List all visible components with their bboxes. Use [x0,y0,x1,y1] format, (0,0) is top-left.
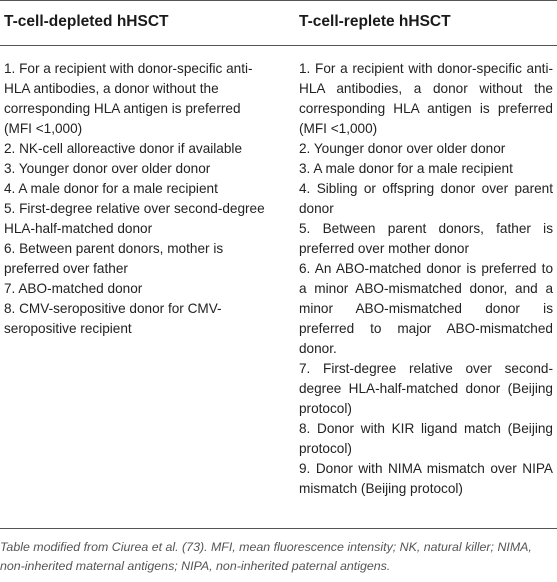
list-item: 4. A male donor for a male recipient [4,181,218,196]
list-item: 6. An ABO-matched donor is preferred to a minor ABO-mismatched donor, and a minor ABO-mismatched donor is preferred to major ABO-mismatched donor. [299,261,553,356]
list-item: 3. A male donor for a male recipient [299,161,513,176]
list-item: 2. NK-cell alloreactive donor if available [4,141,243,156]
list-item: 1. For a recipient with donor-specific anti-HLA antibodies, a donor without the corresponding HLA antigen is preferred (MFI <1,000) [299,61,553,136]
list-item: 4. Sibling or offspring donor over parent donor [299,181,553,216]
list-item: 2. Younger donor over older donor [299,141,506,156]
list-item: 7. First-degree relative over second-degree HLA-half-matched donor (Beijing protocol) [299,361,553,416]
list-item: 6. Between parent donors, mother is preferred over father [4,241,224,276]
column-header-t-cell-depleted: T-cell-depleted hHSCT [4,13,169,30]
column-header-t-cell-replete: T-cell-replete hHSCT [299,13,451,30]
list-item: 3. Younger donor over older donor [4,161,211,176]
t-cell-replete-criteria-list [299,59,553,499]
table-bottom-rule [0,528,557,529]
list-item: 8. Donor with KIR ligand match (Beijing protocol) [299,421,553,456]
list-item: 1. For a recipient with donor-specific anti-HLA antibodies, a donor without the corresponding HLA antigen is preferred (MFI <1,000) [4,61,253,136]
list-item: 8. CMV-seropositive donor for CMV-seropositive recipient [4,301,222,336]
list-item: 5. Between parent donors, father is preferred over mother donor [299,221,553,256]
t-cell-depleted-criteria-list [4,59,272,339]
list-item: 7. ABO-matched donor [4,281,143,296]
table-header-rule [0,45,557,46]
table-footnote: Table modified from Ciurea et al. (73). MFI, mean fluorescence intensity; NK, natural killer; NIMA, non-inherited maternal antigens; NIPA, non-inherited paternal antigens. [0,540,532,573]
list-item: 5. First-degree relative over second-degree HLA-half-matched donor [4,201,265,236]
list-item: 9. Donor with NIMA mismatch over NIPA mismatch (Beijing protocol) [299,461,553,496]
table-top-rule [0,0,557,1]
